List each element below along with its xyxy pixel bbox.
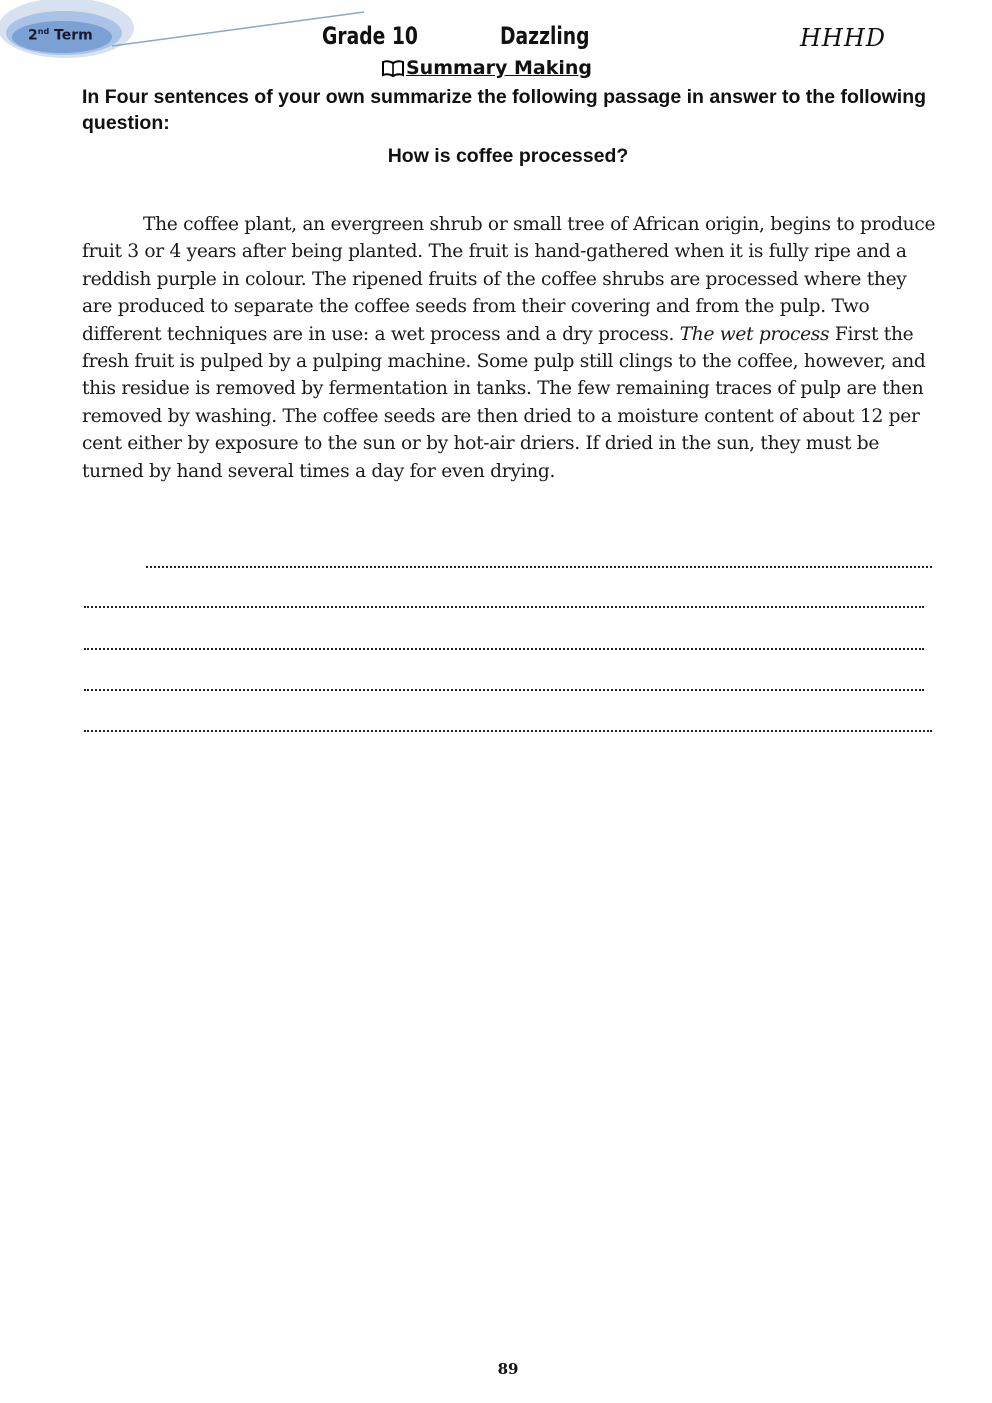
answer-line-1[interactable]	[146, 566, 932, 568]
answer-line-2[interactable]	[84, 606, 924, 608]
section-title	[382, 57, 592, 79]
open-book-icon	[382, 59, 404, 77]
passage-italic: The wet process	[679, 323, 830, 345]
answer-line-3[interactable]	[84, 648, 924, 650]
instruction-text: In Four sentences of your own summarize the following passage in answer to the following question:	[82, 86, 927, 134]
section-title-text: Summary Making	[406, 57, 593, 79]
passage-text	[82, 211, 938, 485]
answer-line-5[interactable]	[84, 730, 932, 732]
answer-line-4[interactable]	[84, 689, 924, 691]
page-number: 89	[497, 1360, 519, 1378]
author-mark: HHHD	[800, 24, 887, 52]
question-text: How is coffee processed?	[387, 145, 629, 167]
book-title: Dazzling	[500, 22, 590, 50]
term-label: 2nd Term	[28, 27, 93, 44]
passage-part-1: The coffee plant, an evergreen shrub or small tree of African origin, begins to produce fruit 3 or 4 years after being planted. The fruit is hand-gathered when it is fully ripe and a reddish purple in colour. The ripened fruits of the coffee shrubs are processed where they are produced to separate the coffee seeds from their covering and from the pulp. Two different techniques are in use: a wet process and a dry process.	[82, 214, 936, 345]
grade-label: Grade 10	[322, 22, 418, 50]
passage-part-2: First the fresh fruit is pulped by a pulping machine. Some pulp still clings to the coffee, however, and this residue is removed by fermentation in tanks. The few remaining traces of pulp are then removed by washing. The coffee seeds are then dried to a moisture content of about 12 per cent either by exposure to the sun or by hot-air driers. If dried in the sun, they must be turned by hand several times a day for even drying.	[82, 323, 926, 482]
